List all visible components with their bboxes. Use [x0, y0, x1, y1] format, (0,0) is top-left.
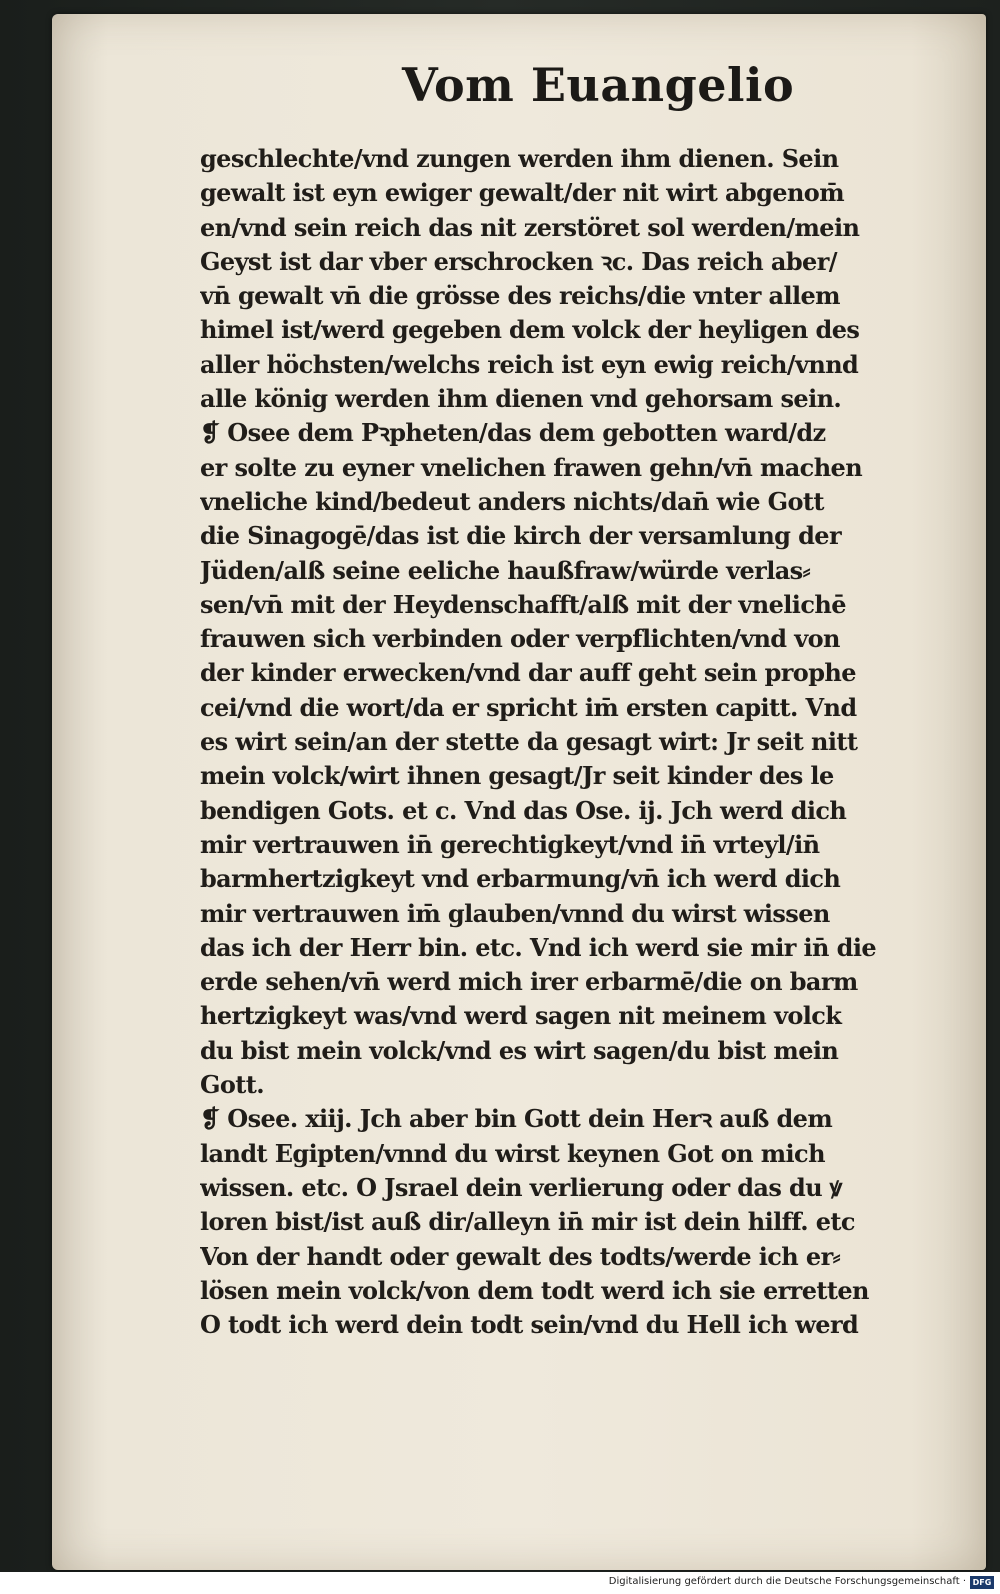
- text-line: erde sehen/vn̄ werd mich irer erbarmē/die on barm: [200, 967, 858, 997]
- text-line: sen/vn̄ mit der Heydenschafft/alß mit der vnelichē: [200, 589, 846, 619]
- text-line: der kinder erwecken/vnd dar auff geht sein prophe: [200, 658, 856, 688]
- text-line: gewalt ist eyn ewiger gewalt/der nit wirt abgenom̄: [200, 178, 844, 208]
- text-line: bendigen Gots. et c. Vnd das Ose. ij. Jch werd dich: [200, 795, 847, 825]
- text-line: Geyst ist dar vber erschrocken ꝛc. Das reich aber/: [200, 246, 837, 276]
- text-line: Jüden/alß seine eeliche haußfraw/würde verlas⸗: [200, 555, 810, 585]
- book-page: [52, 14, 986, 1570]
- running-head: Vom Euangelio: [402, 58, 795, 112]
- text-line: das ich der Herr bin. etc. Vnd ich werd sie mir in̄ die: [200, 932, 877, 962]
- text-line: hertzigkeyt was/vnd werd sagen nit meinem volck: [200, 1001, 842, 1031]
- text-line: wissen. etc. O Jsrael dein verlierung oder das du ꝟ: [200, 1172, 842, 1202]
- text-block: [200, 142, 945, 1342]
- text-line: himel ist/werd gegeben dem volck der heyligen des: [200, 315, 860, 345]
- text-line: lösen mein volck/von dem todt werd ich sie erretten: [200, 1275, 869, 1305]
- text-line: O todt ich werd dein todt sein/vnd du Hell ich werd: [200, 1310, 859, 1340]
- dfg-logo: DFG: [970, 1576, 994, 1589]
- text-line: geschlechte/vnd zungen werden ihm dienen. Sein: [200, 144, 839, 173]
- funding-note: Digitalisierung gefördert durch die Deutsche Forschungsgemeinschaft ·: [608, 1576, 966, 1587]
- text-line: ❡ Osee. xiij. Jch aber bin Gott dein Herꝛ auß dem: [200, 1104, 833, 1134]
- text-line: er solte zu eyner vnelichen frawen gehn/vn̄ machen: [200, 452, 863, 482]
- text-line: die Sinagogē/das ist die kirch der versamlung der: [200, 521, 841, 551]
- text-line: alle könig werden ihm dienen vnd gehorsam sein.: [200, 384, 842, 414]
- text-line: mir vertrauwen im̄ glauben/vnnd du wirst wissen: [200, 898, 830, 928]
- text-line: mein volck/wirt ihnen gesagt/Jr seit kinder des le: [200, 761, 834, 791]
- text-line: mir vertrauwen in̄ gerechtigkeyt/vnd in̄ vrteyl/in̄: [200, 829, 820, 859]
- text-line: ❡ Osee dem Pꝛpheten/das dem gebotten ward/dz: [200, 418, 826, 448]
- text-line: landt Egipten/vnnd du wirst keynen Got on mich: [200, 1138, 825, 1168]
- text-line: vn̄ gewalt vn̄ die grösse des reichs/die vnter allem: [200, 281, 840, 311]
- text-line: es wirt sein/an der stette da gesagt wirt: Jr seit nitt: [200, 727, 858, 757]
- text-line: frauwen sich verbinden oder verpflichten/vnd von: [200, 624, 840, 654]
- text-line: barmhertzigkeyt vnd erbarmung/vn̄ ich werd dich: [200, 864, 841, 894]
- text-line: Gott.: [200, 1070, 265, 1100]
- text-line: vneliche kind/bedeut anders nichts/dan̄ wie Gott: [200, 486, 824, 516]
- text-line: cei/vnd die wort/da er spricht im̄ ersten capitt. Vnd: [200, 692, 857, 722]
- funding-footer: [0, 1572, 1000, 1594]
- text-line: aller höchsten/welchs reich ist eyn ewig reich/vnnd: [200, 349, 859, 379]
- text-line: en/vnd sein reich das nit zerstöret sol werden/mein: [200, 212, 860, 242]
- text-line: du bist mein volck/vnd es wirt sagen/du bist mein: [200, 1035, 839, 1065]
- text-line: Von der handt oder gewalt des todts/werde ich er⸗: [200, 1241, 841, 1271]
- text-line: loren bist/ist auß dir/alleyn in̄ mir ist dein hilff. etc: [200, 1207, 855, 1237]
